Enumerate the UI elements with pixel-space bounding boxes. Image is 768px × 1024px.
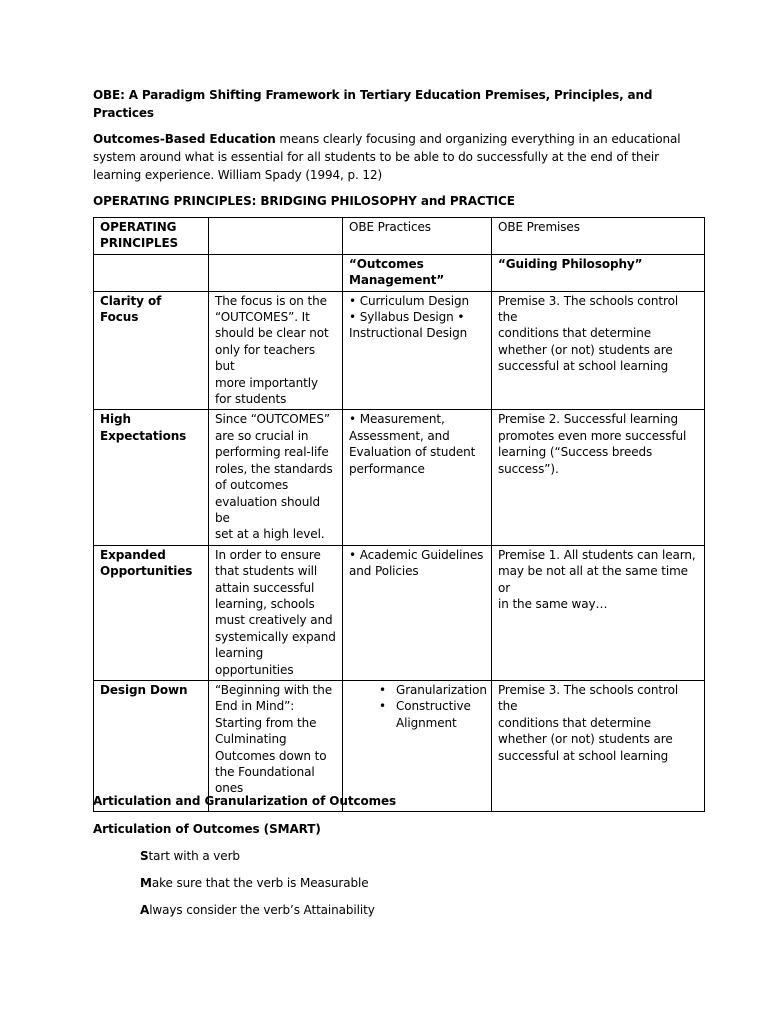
description-cell: “Beginning with the End in Mind”: Starting from the Culminating Outcomes down to the Foundational ones <box>209 680 343 811</box>
table-row <box>94 291 705 410</box>
practices-list <box>349 682 485 731</box>
smart-item: Make sure that the verb is Measurable <box>140 876 369 890</box>
smart-item: Always consider the verb’s Attainability <box>140 903 375 917</box>
premise-cell: Premise 3. The schools control the conditions that determine whether (or not) students are successful at school learning <box>492 680 705 811</box>
smart-heading: Articulation of Outcomes (SMART) <box>93 822 321 836</box>
intro-line: system around what is essential for all students to be able to do successfully at the end of their <box>93 150 659 164</box>
intro-term: Outcomes-Based Education <box>93 132 276 146</box>
header-cell <box>209 218 343 255</box>
document-title: OBE: A Paradigm Shifting Framework in Tertiary Education Premises, Principles, and Practices <box>93 88 653 120</box>
smart-item: Start with a verb <box>140 849 240 863</box>
header-cell: OPERATING PRINCIPLES <box>94 218 209 255</box>
premise-cell: Premise 1. All students can learn, may be not all at the same time or in the same way… <box>492 545 705 680</box>
table-header-row <box>94 218 705 255</box>
description-cell: Since “OUTCOMES” are so crucial in performing real-life roles, the standards of outcomes evaluation should be set at a high level. <box>209 410 343 545</box>
description-cell: In order to ensure that students will attain successful learning, schools must creatively and systemically expand learning opportunities <box>209 545 343 680</box>
practices-cell: • Academic Guidelines and Policies <box>343 545 492 680</box>
practices-cell: • Measurement, Assessment, and Evaluation of student performance <box>343 410 492 545</box>
list-item: • Granularization <box>379 682 485 698</box>
premise-cell: Premise 2. Successful learning promotes even more successful learning (“Success breeds success”). <box>492 410 705 545</box>
subheader-cell <box>209 254 343 291</box>
table-row <box>94 410 705 545</box>
table-subheader-row <box>94 254 705 291</box>
practices-cell: • Curriculum Design • Syllabus Design • Instructional Design <box>343 291 492 410</box>
header-cell: OBE Practices <box>343 218 492 255</box>
premise-cell: Premise 3. The schools control the conditions that determine whether (or not) students are successful at school learning <box>492 291 705 410</box>
principle-cell: Design Down <box>94 680 209 811</box>
principle-cell: Expanded Opportunities <box>94 545 209 680</box>
subheader-cell: “Guiding Philosophy” <box>492 254 705 291</box>
subheader-cell <box>94 254 209 291</box>
document-body <box>93 86 705 812</box>
intro-line: learning experience. William Spady (1994, p. 12) <box>93 168 383 182</box>
intro-paragraph <box>93 130 705 184</box>
section-heading: OPERATING PRINCIPLES: BRIDGING PHILOSOPHY and PRACTICE <box>93 194 515 208</box>
principles-table <box>93 217 705 812</box>
list-item: • Constructive Alignment <box>379 698 485 731</box>
articulation-heading: Articulation and Granularization of Outcomes <box>93 794 397 808</box>
principle-cell: Clarity of Focus <box>94 291 209 410</box>
header-cell: OBE Premises <box>492 218 705 255</box>
table-row <box>94 545 705 680</box>
intro-line: means clearly focusing and organizing everything in an educational <box>275 132 681 146</box>
subheader-cell: “Outcomes Management” <box>343 254 492 291</box>
description-cell: The focus is on the “OUTCOMES”. It should be clear not only for teachers but more importantly for students <box>209 291 343 410</box>
principle-cell: High Expectations <box>94 410 209 545</box>
